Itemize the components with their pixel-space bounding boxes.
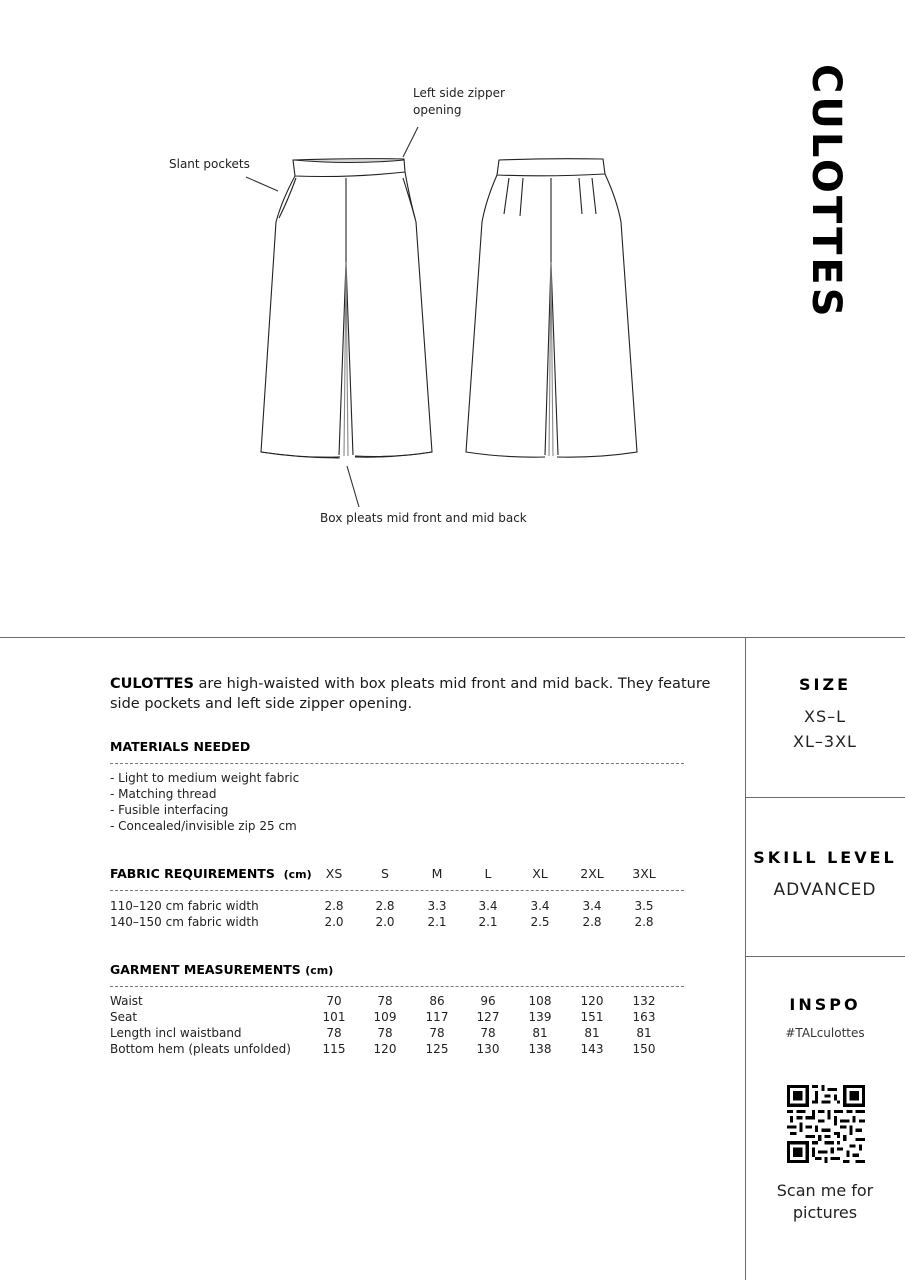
table-cell: 125 (425, 1042, 449, 1056)
front-slant-pocket-right (403, 178, 415, 218)
table-cell: 81 (636, 1026, 652, 1040)
size-header: XL (532, 866, 548, 881)
size-header: 2XL (580, 866, 604, 881)
table-cell: 2.0 (375, 915, 395, 929)
size-header: 3XL (632, 866, 656, 881)
zipper-callout (413, 85, 505, 119)
table-cell: 78 (480, 1026, 496, 1040)
table-cell: 101 (322, 1010, 346, 1024)
table-cell: 78 (377, 1026, 393, 1040)
materials-list (110, 770, 299, 834)
zipper-leader-line (403, 127, 418, 157)
size-range: XL–3XL (793, 732, 857, 751)
table-cell: 96 (480, 994, 496, 1008)
table-cell: 2.8 (375, 899, 395, 913)
size-header: L (484, 866, 492, 881)
row-label: 110–120 cm fabric width (110, 899, 259, 913)
description (110, 674, 720, 714)
table-cell: 109 (373, 1010, 397, 1024)
skill-level-value: ADVANCED (773, 880, 877, 900)
dashed-divider (110, 890, 684, 891)
materials-heading: MATERIALS NEEDED (110, 739, 251, 754)
fabric-requirements-heading (110, 866, 312, 881)
materials-item: - Fusible interfacing (110, 803, 229, 817)
row-label: 140–150 cm fabric width (110, 915, 259, 929)
table-cell: 3.5 (634, 899, 654, 913)
table-cell: 150 (632, 1042, 656, 1056)
section-divider (0, 637, 905, 638)
pockets-callout: Slant pockets (169, 157, 250, 171)
materials-item: - Concealed/invisible zip 25 cm (110, 819, 297, 833)
table-cell: 2.1 (478, 915, 498, 929)
table-cell: 138 (528, 1042, 552, 1056)
qr-code-icon[interactable] (787, 1085, 865, 1163)
size-heading: SIZE (798, 675, 851, 694)
sidebar-divider-1 (745, 797, 905, 798)
inspo-hashtag[interactable]: #TALculottes (785, 1026, 865, 1040)
back-dart (520, 178, 523, 216)
table-cell: 117 (425, 1010, 449, 1024)
size-header: M (431, 866, 443, 881)
measurements-heading-text: GARMENT MEASUREMENTS (110, 962, 301, 977)
table-cell: 2.8 (634, 915, 654, 929)
dashed-divider (110, 763, 684, 764)
table-cell: 81 (584, 1026, 600, 1040)
table-cell: 86 (429, 994, 445, 1008)
table-cell: 3.4 (530, 899, 550, 913)
table-cell: 78 (377, 994, 393, 1008)
back-waistband (497, 159, 605, 176)
front-view-drawing (261, 159, 432, 458)
table-cell: 115 (322, 1042, 346, 1056)
pleats-leader-line (347, 466, 359, 507)
front-slant-pocket-left (279, 178, 296, 218)
table-cell: 139 (528, 1010, 552, 1024)
dashed-divider (110, 986, 684, 987)
garment-measurements-heading (110, 962, 333, 977)
materials-item: - Light to medium weight fabric (110, 771, 300, 785)
back-view-drawing (466, 159, 637, 457)
pockets-leader-line (246, 177, 278, 191)
scan-caption (745, 1180, 905, 1224)
size-ranges (745, 704, 905, 754)
qr-code-modules (787, 1085, 865, 1163)
table-cell: 81 (532, 1026, 548, 1040)
table-cell: 70 (326, 994, 342, 1008)
row-label: Waist (110, 994, 143, 1008)
fabric-unit: (cm) (283, 868, 312, 881)
table-cell: 3.4 (582, 899, 602, 913)
table-cell: 78 (326, 1026, 342, 1040)
table-cell: 3.4 (478, 899, 498, 913)
description-text: are high-waisted with box pleats mid front and mid back. They feature side pockets and left side zipper opening. (110, 676, 711, 712)
sidebar-divider-2 (745, 956, 905, 957)
page-title: CULOTTES (803, 64, 849, 320)
measurements-unit: (cm) (305, 964, 334, 977)
table-cell: 2.1 (427, 915, 447, 929)
description-lead: CULOTTES (110, 676, 194, 692)
table-cell: 2.0 (324, 915, 344, 929)
materials-item: - Matching thread (110, 787, 217, 801)
zipper-callout-line2: opening (413, 103, 462, 117)
table-cell: 130 (476, 1042, 500, 1056)
table-cell: 108 (528, 994, 552, 1008)
scan-caption-line2: pictures (792, 1203, 858, 1222)
row-label: Seat (110, 1010, 138, 1024)
table-cell: 143 (580, 1042, 604, 1056)
back-dart (504, 178, 509, 214)
size-header: S (381, 866, 389, 881)
inspo-heading: INSPO (789, 995, 861, 1014)
table-cell: 78 (429, 1026, 445, 1040)
zipper-callout-line1: Left side zipper (413, 86, 505, 100)
technical-drawing (0, 0, 905, 540)
table-cell: 2.5 (530, 915, 550, 929)
table-cell: 163 (632, 1010, 656, 1024)
row-label: Length incl waistband (110, 1026, 242, 1040)
table-cell: 2.8 (324, 899, 344, 913)
table-cell: 132 (632, 994, 656, 1008)
size-header: XS (325, 866, 343, 881)
back-dart (592, 178, 596, 214)
table-cell: 120 (580, 994, 604, 1008)
pleats-callout: Box pleats mid front and mid back (320, 511, 527, 525)
size-range: XS–L (803, 707, 847, 726)
table-cell: 2.8 (582, 915, 602, 929)
row-label: Bottom hem (pleats unfolded) (110, 1042, 291, 1056)
table-cell: 127 (476, 1010, 500, 1024)
scan-caption-line1: Scan me for (776, 1181, 874, 1200)
table-cell: 120 (373, 1042, 397, 1056)
table-cell: 151 (580, 1010, 604, 1024)
back-dart (579, 178, 582, 214)
fabric-heading-text: FABRIC REQUIREMENTS (110, 866, 275, 881)
table-cell: 3.3 (427, 899, 447, 913)
skill-level-heading: SKILL LEVEL (753, 848, 897, 867)
